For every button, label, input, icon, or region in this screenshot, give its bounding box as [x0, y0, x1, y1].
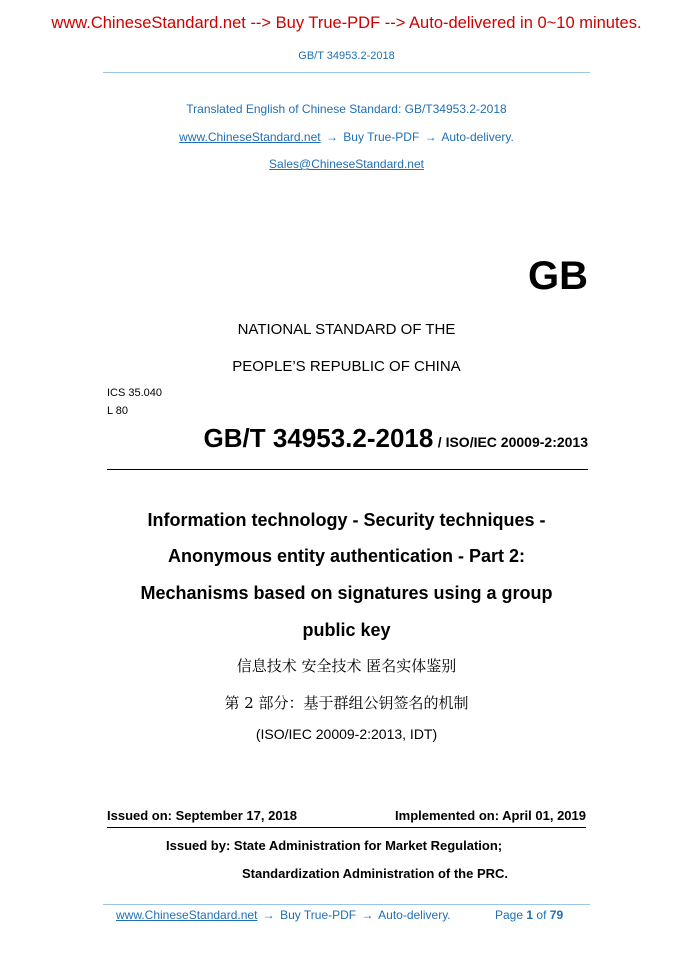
total-pages: 79: [549, 908, 564, 922]
standard-code: GB/T 34953.2-2018: [203, 423, 434, 453]
sales-line: [0, 157, 693, 171]
standard-code-line: [107, 423, 588, 454]
translated-line: Translated English of Chinese Standard: GB/T34953.2-2018: [186, 102, 507, 116]
sales-email-link[interactable]: Sales@ChineseStandard.net: [269, 157, 424, 171]
republic-line: PEOPLE’S REPUBLIC OF CHINA: [232, 358, 461, 375]
issued-by-line: Standardization Administration of the PRC.: [242, 866, 509, 881]
implemented-date: Implemented on: April 01, 2019: [395, 808, 586, 823]
idt-reference: (ISO/IEC 20009-2:2013, IDT): [255, 726, 438, 742]
ics-code: ICS 35.040: [107, 387, 163, 399]
footer-buy-text: Buy True-PDF: [280, 908, 357, 922]
arrow-right-icon: →: [361, 908, 374, 922]
arrow-right-icon: →: [325, 130, 338, 144]
footer-site-link[interactable]: www.ChineseStandard.net: [116, 908, 258, 922]
national-standard-line: NATIONAL STANDARD OF THE: [237, 321, 456, 338]
of-label: of: [536, 908, 547, 922]
footer-divider: [103, 904, 590, 905]
issued-by-line: Issued by: State Administration for Market Regulation;: [166, 838, 503, 853]
header-divider: [103, 72, 590, 73]
arrow-right-icon: →: [424, 130, 437, 144]
top-banner[interactable]: www.ChineseStandard.net --> Buy True-PDF --> Auto-delivered in 0~10 minutes.: [51, 14, 642, 32]
issued-date: Issued on: September 17, 2018: [107, 808, 298, 823]
chinese-title-line: 信息技术 安全技术 匿名实体鉴别: [236, 657, 457, 675]
l-code: L 80: [107, 405, 129, 417]
purchase-line: [0, 130, 693, 144]
dates-divider: [107, 827, 586, 828]
site-link[interactable]: www.ChineseStandard.net: [179, 130, 321, 144]
arrow-right-icon: →: [262, 908, 275, 922]
footer-purchase-line: [116, 908, 451, 922]
buy-text: Buy True-PDF: [343, 130, 420, 144]
title-divider: [107, 469, 588, 470]
header-standard-code: GB/T 34953.2-2018: [298, 50, 395, 62]
page-label: Page: [495, 908, 524, 922]
delivery-text: Auto-delivery.: [441, 130, 514, 144]
gb-mark: GB: [528, 254, 588, 298]
footer-delivery-text: Auto-delivery.: [378, 908, 451, 922]
title-line: public key: [302, 620, 391, 640]
title-line: Information technology - Security techniques -: [147, 510, 546, 530]
title-line: Anonymous entity authentication - Part 2:: [167, 546, 526, 566]
page-number: [495, 908, 563, 922]
iso-reference: / ISO/IEC 20009-2:2013: [437, 434, 588, 450]
chinese-title-line: 第 2 部分：基于群组公钥签名的机制: [224, 694, 469, 712]
current-page: 1: [526, 908, 534, 922]
title-line: Mechanisms based on signatures using a group: [140, 583, 553, 603]
